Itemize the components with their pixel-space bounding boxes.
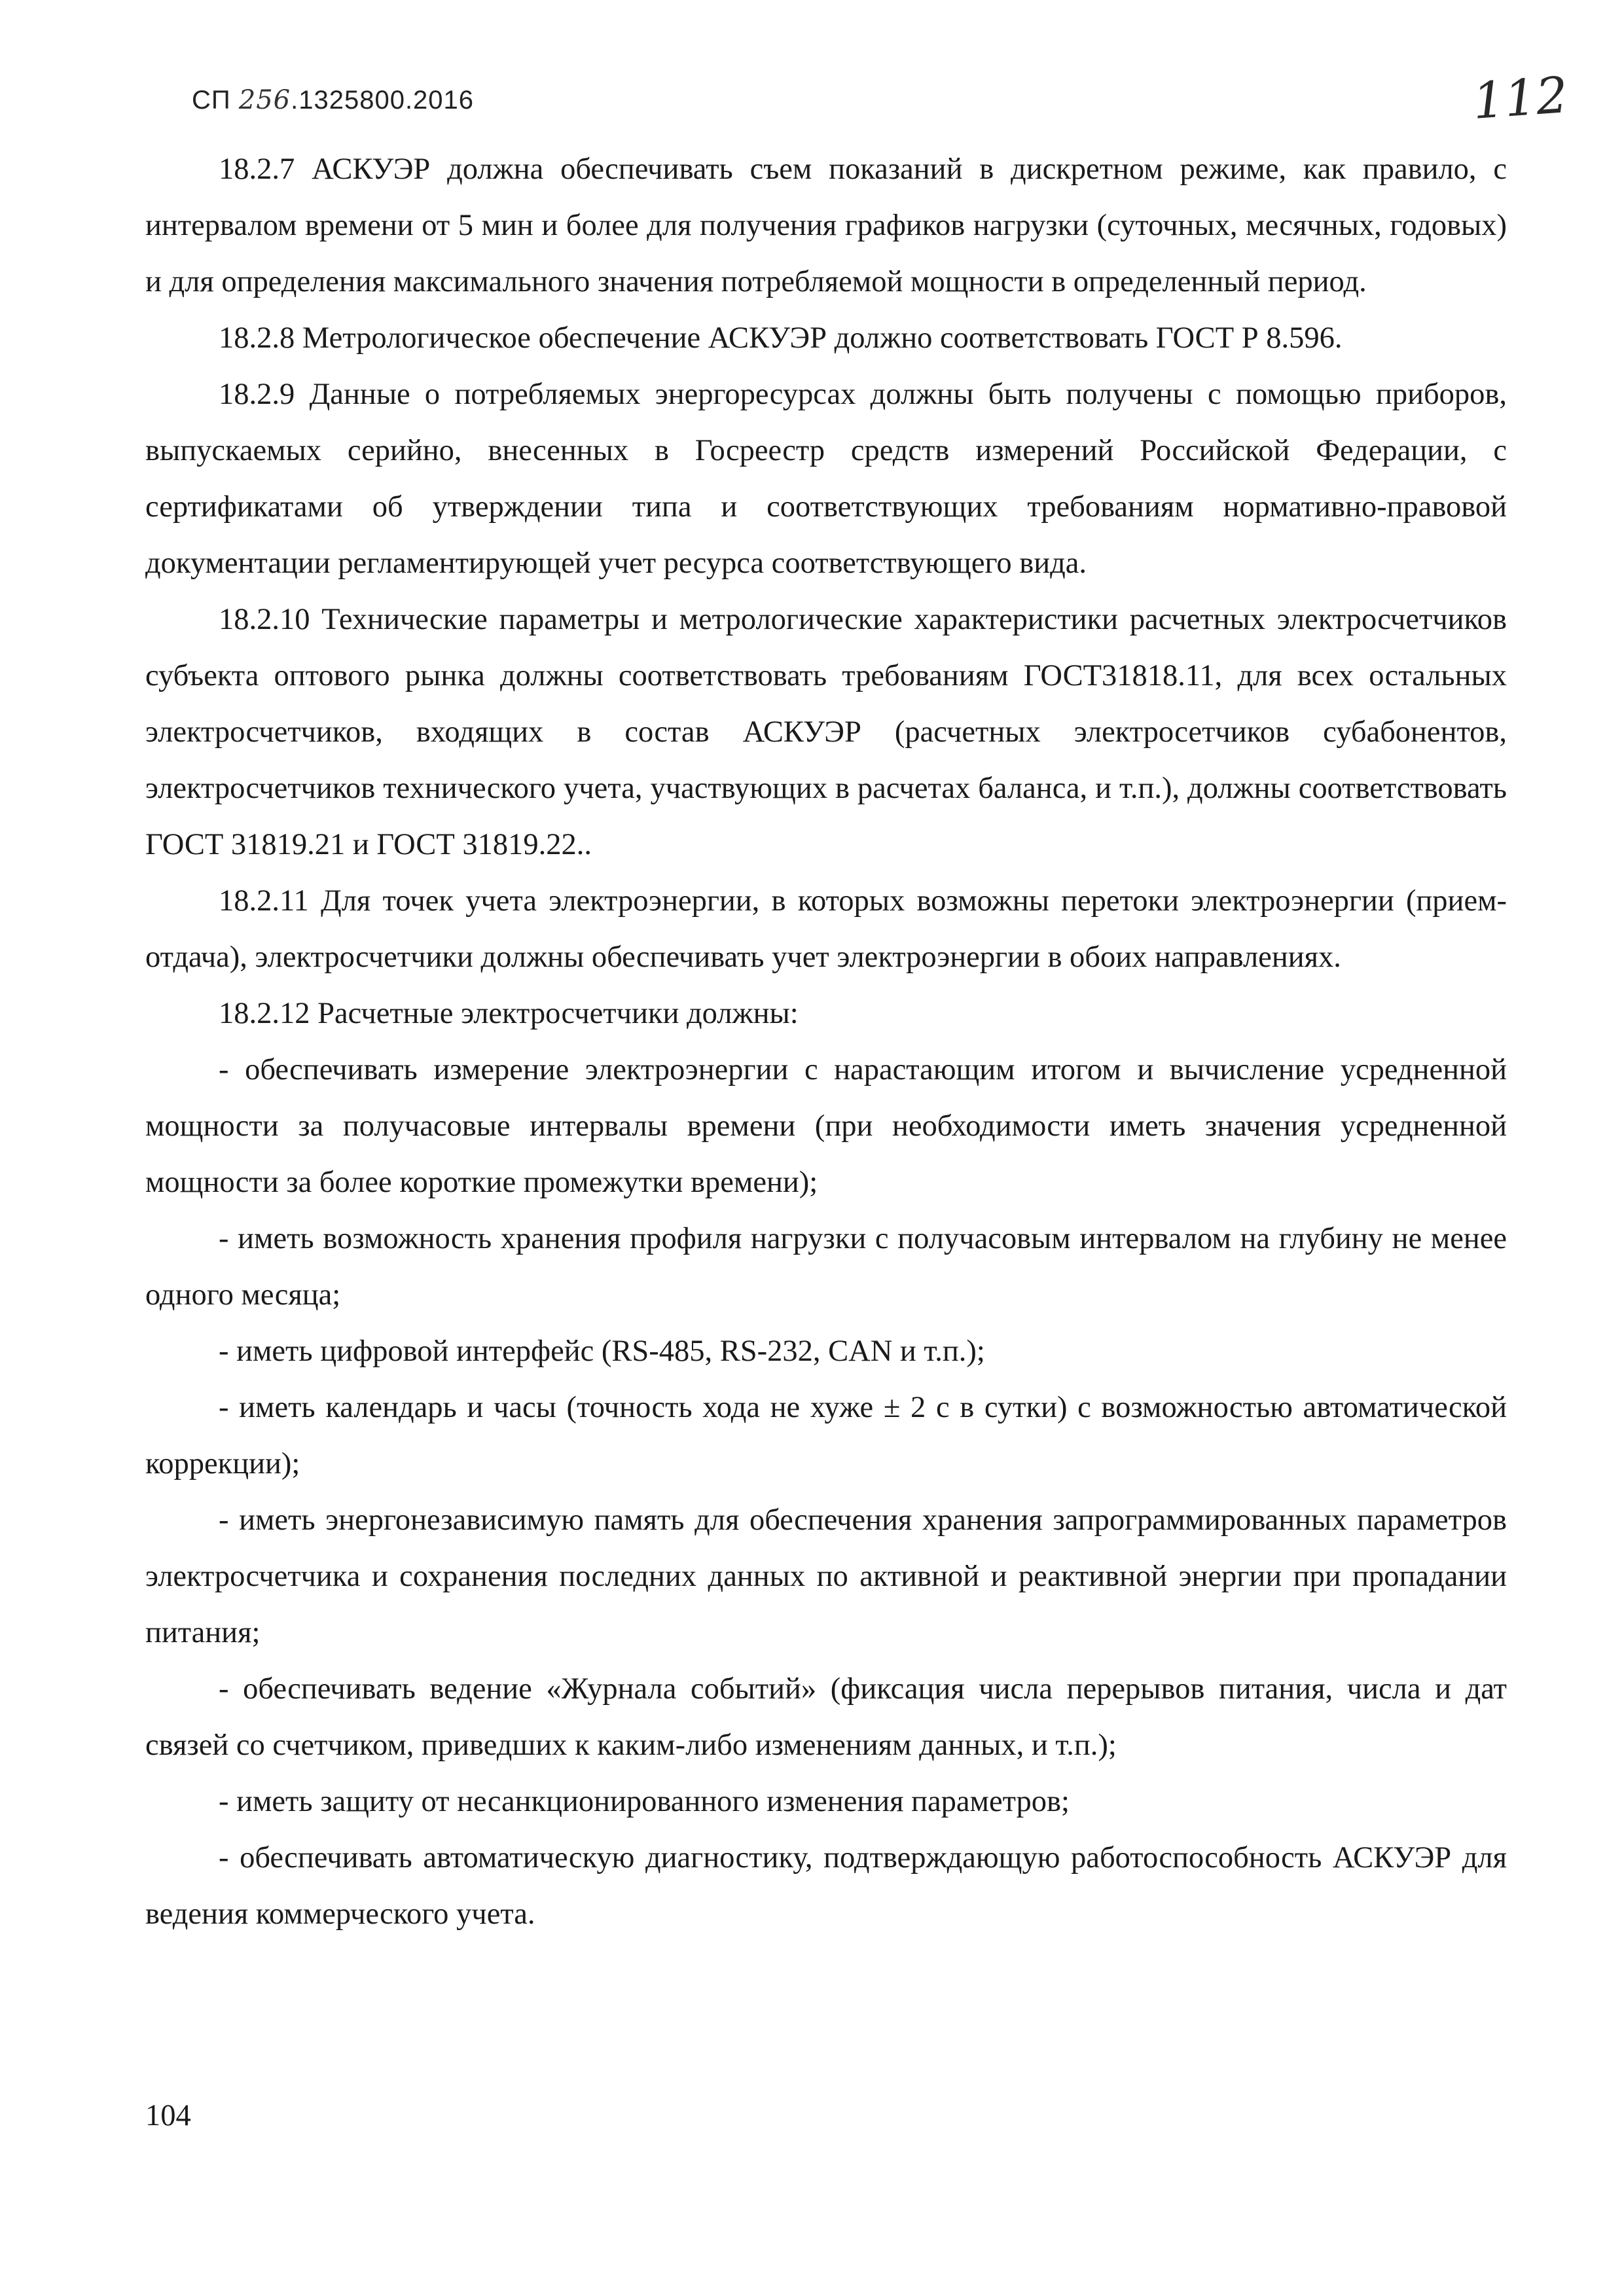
list-item-load-profile: - иметь возможность хранения профиля нагрузки с получасовым интервалом на глубину не менее одного месяца; (145, 1222, 1507, 1312)
paragraph-18-2-9: 18.2.9 Данные о потребляемых энергоресурсах должны быть получены с помощью приборов, выпускаемых серийно, внесенных в Госреестр средств измерений Российской Федерации, с сертификатами об утверждении типа и соответствующих требованиям нормативно-правовой документации регламентирующей учет ресурса соответствующего вида. (145, 378, 1507, 580)
list-item-auto-diagnostics: - обеспечивать автоматическую диагностику, подтверждающую работоспособность АСКУЭР для ведения коммерческого учета. (145, 1841, 1507, 1931)
paragraph-18-2-11: 18.2.11 Для точек учета электроэнергии, в которых возможны перетоки электроэнергии (прием-отдача), электросчетчики должны обеспечивать учет электроэнергии в обоих направлениях. (145, 884, 1507, 974)
paragraph-18-2-12: 18.2.12 Расчетные электросчетчики должны: (219, 997, 799, 1030)
list-item-digital-interface: - иметь цифровой интерфейс (RS-485, RS-232, CAN и т.п.); (219, 1335, 985, 1368)
handwritten-page-number: 112 (1471, 65, 1570, 130)
page-number: 104 (145, 2099, 191, 2132)
list-item-measurement: - обеспечивать измерение электроэнергии с нарастающим итогом и вычисление усредненной мощности за получасовые интервалы времени (при необходимости иметь значения усредненной мощности за более короткие промежутки времени); (145, 1053, 1507, 1199)
document-body (145, 141, 1507, 1943)
paragraph-18-2-10: 18.2.10 Технические параметры и метрологические характеристики расчетных электросчетчиков субъекта оптового рынка должны соответствовать требованиям ГОСТ31818.11, для всех остальных электросчетчиков, входящих в состав АСКУЭР (расчетных электросетчиков субабонентов, электросчетчиков технического учета, участвующих в расчетах баланса, и т.п.), должны соответствовать ГОСТ 31819.21 и ГОСТ 31819.22.. (145, 603, 1507, 861)
paragraph-18-2-7: 18.2.7 АСКУЭР должна обеспечивать съем показаний в дискретном режиме, как правило, с интервалом времени от 5 мин и более для получения графиков нагрузки (суточных, месячных, годовых) и для определения максимального значения потребляемой мощности в определенный период. (145, 152, 1507, 298)
document-code-prefix: СП (192, 86, 239, 115)
paragraph-18-2-8: 18.2.8 Метрологическое обеспечение АСКУЭР должно соответствовать ГОСТ Р 8.596. (219, 321, 1343, 355)
document-code-handwritten: 256 (238, 85, 291, 115)
list-item-nonvolatile-memory: - иметь энергонезависимую память для обеспечения хранения запрограммированных параметров электросчетчика и сохранения последних данных по активной и реактивной энергии при пропадании питания; (145, 1503, 1507, 1649)
list-item-tamper-protection: - иметь защиту от несанкционированного изменения параметров; (219, 1785, 1070, 1818)
list-item-event-log: - обеспечивать ведение «Журнала событий» (фиксация числа перерывов питания, числа и дат связей со счетчиком, приведших к каким-либо изменениям данных, и т.п.); (145, 1672, 1507, 1762)
document-code-suffix: .1325800.2016 (291, 86, 475, 115)
document-code (192, 85, 474, 115)
list-item-calendar-clock: - иметь календарь и часы (точность хода не хуже ± 2 с в сутки) с возможностью автоматической коррекции); (145, 1391, 1507, 1480)
